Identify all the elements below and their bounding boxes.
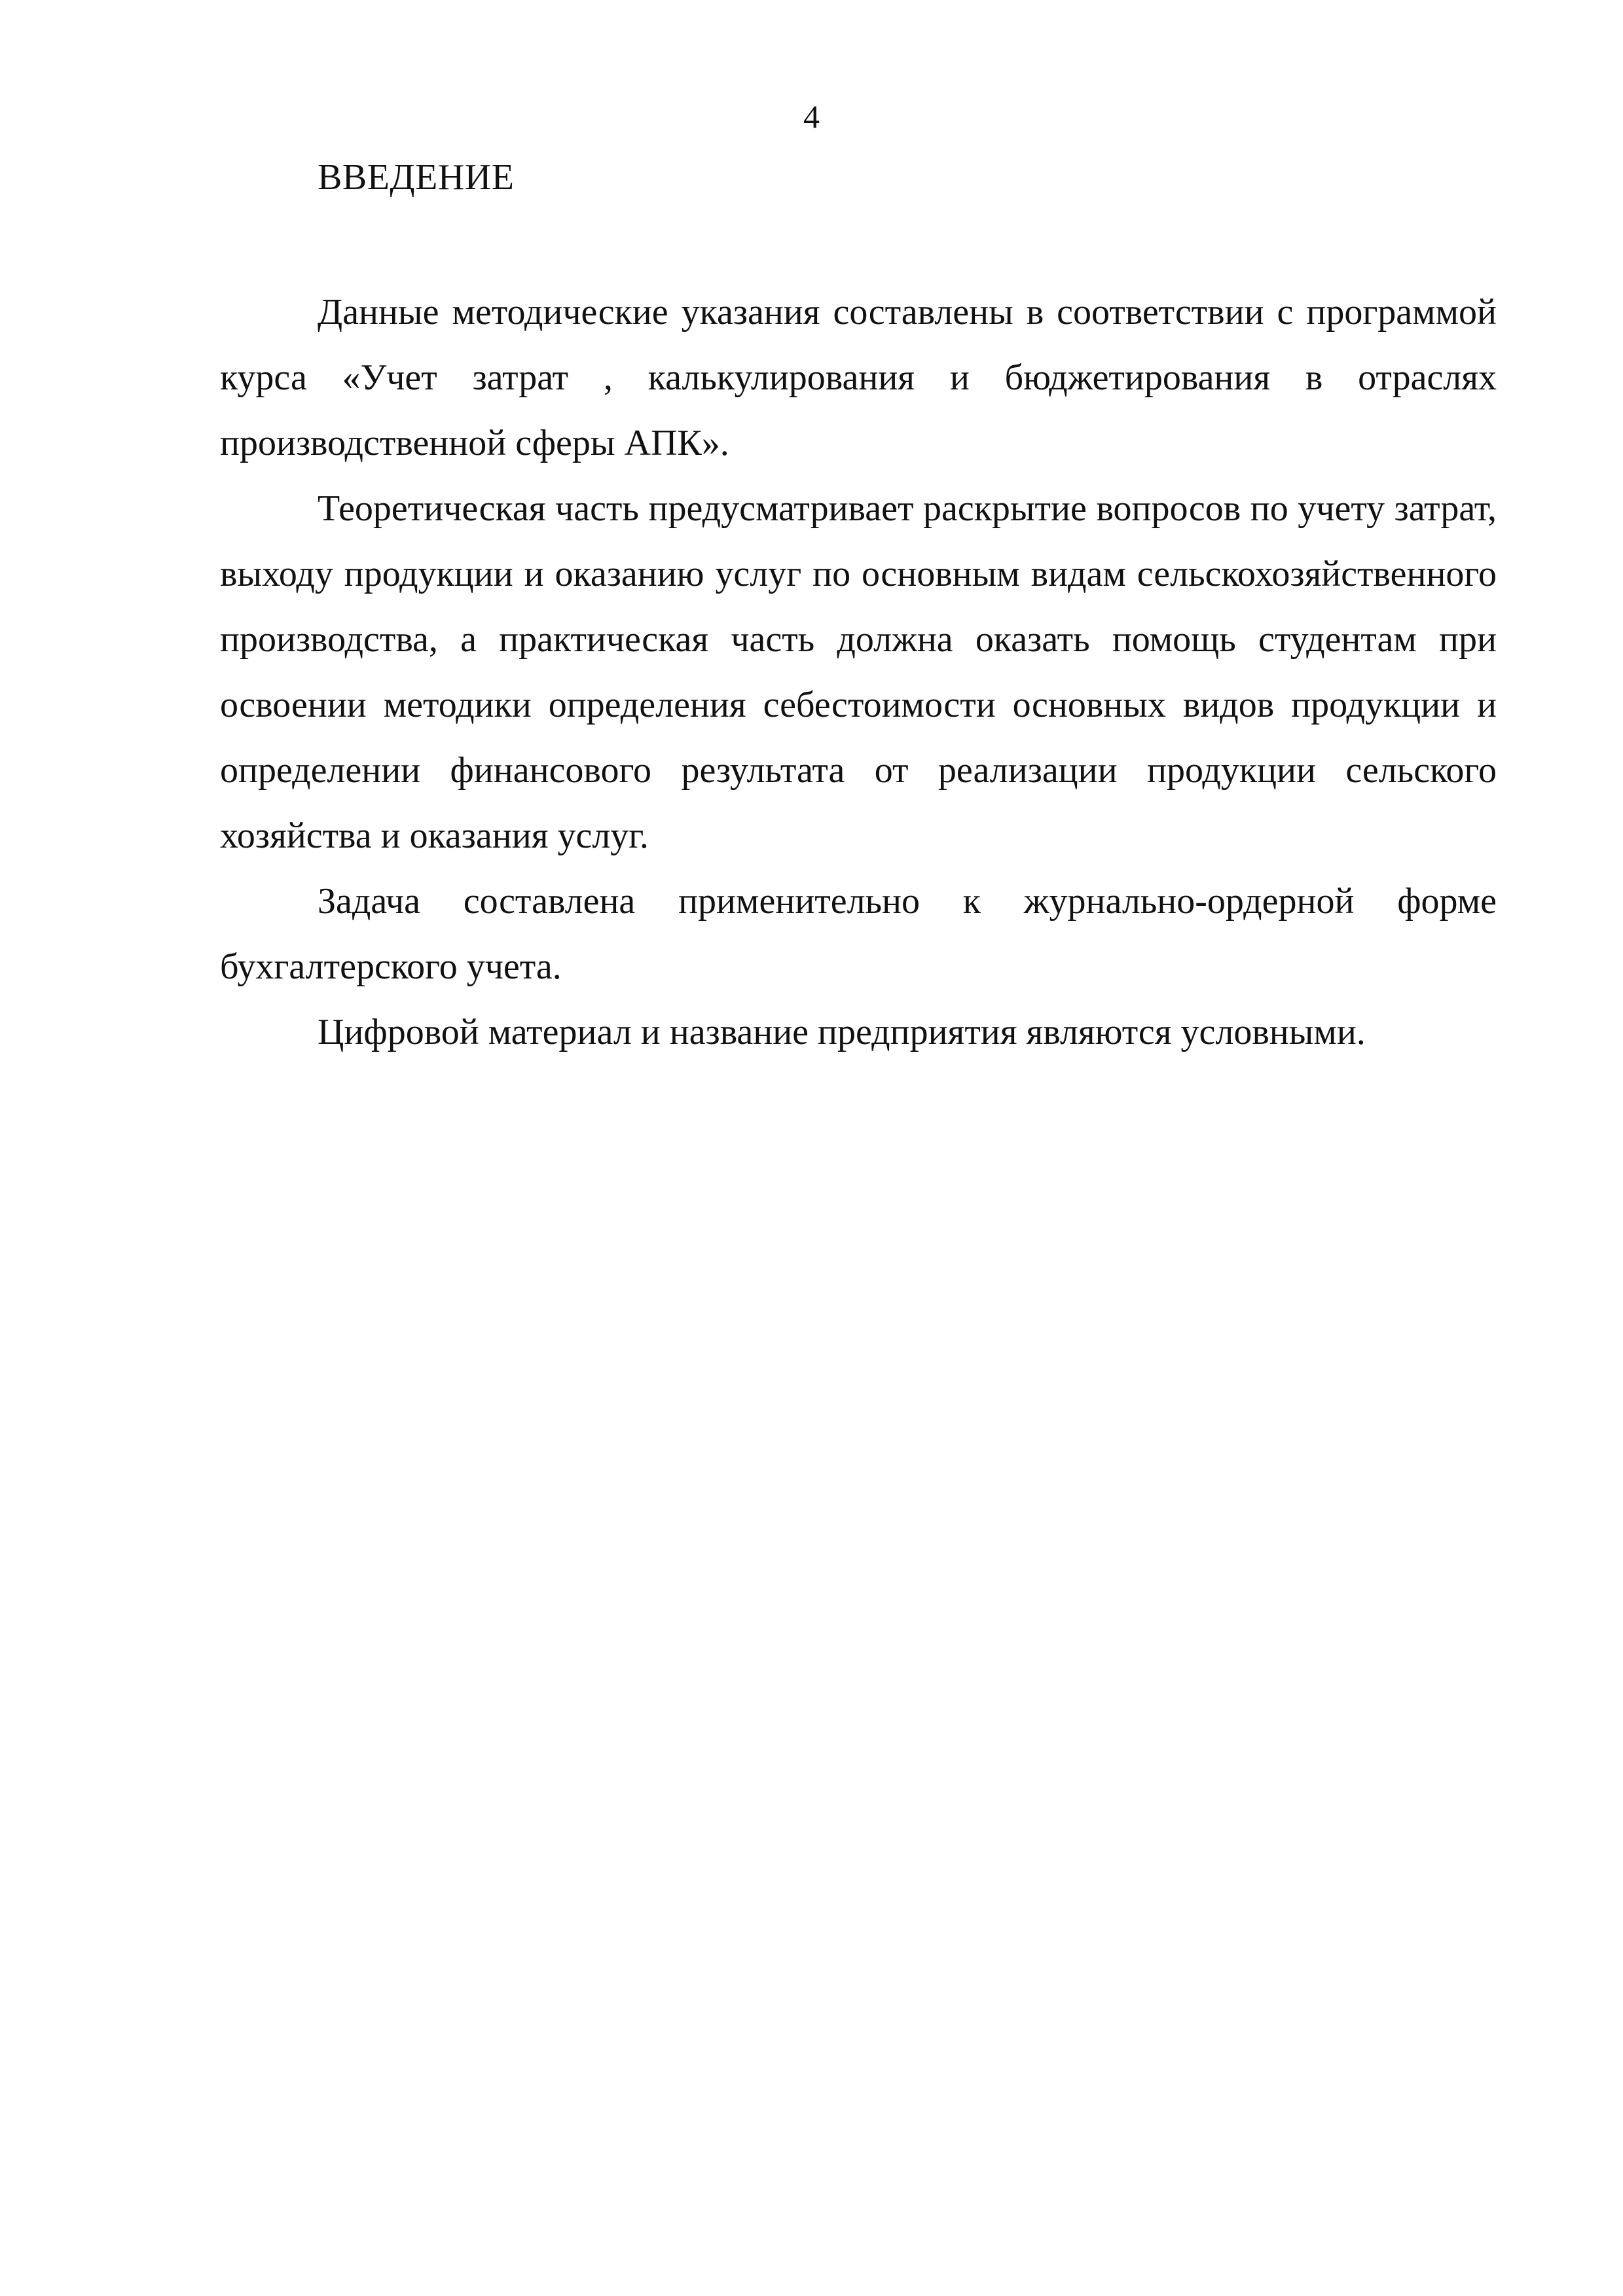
page-number: 4: [803, 98, 820, 135]
paragraph-theory: Теоретическая часть предусматривает раскрытие вопросов по учету затрат, выходу продукции и оказанию услуг по основным видам сельскохозяйственного производства, а практическая часть должна оказать помощь студентам при освоении методики определения себестоимости основных видов продукции и определении финансового результата от реализации продукции сельского хозяйства и оказания услуг.: [220, 488, 1497, 856]
paragraph-intro: Данные методические указания составлены в соответствии с программой курса «Учет затрат , калькулирования и бюджетирования в отраслях производственной сферы АПК».: [220, 292, 1497, 463]
paragraph-material: Цифровой материал и название предприятия являются условными.: [318, 1012, 1366, 1052]
paragraph-task: Задача составлена применительно к журнально-ордерной форме бухгалтерского учета.: [220, 881, 1497, 987]
body-text: [220, 279, 1497, 1065]
section-title: ВВЕДЕНИЕ: [318, 157, 515, 198]
